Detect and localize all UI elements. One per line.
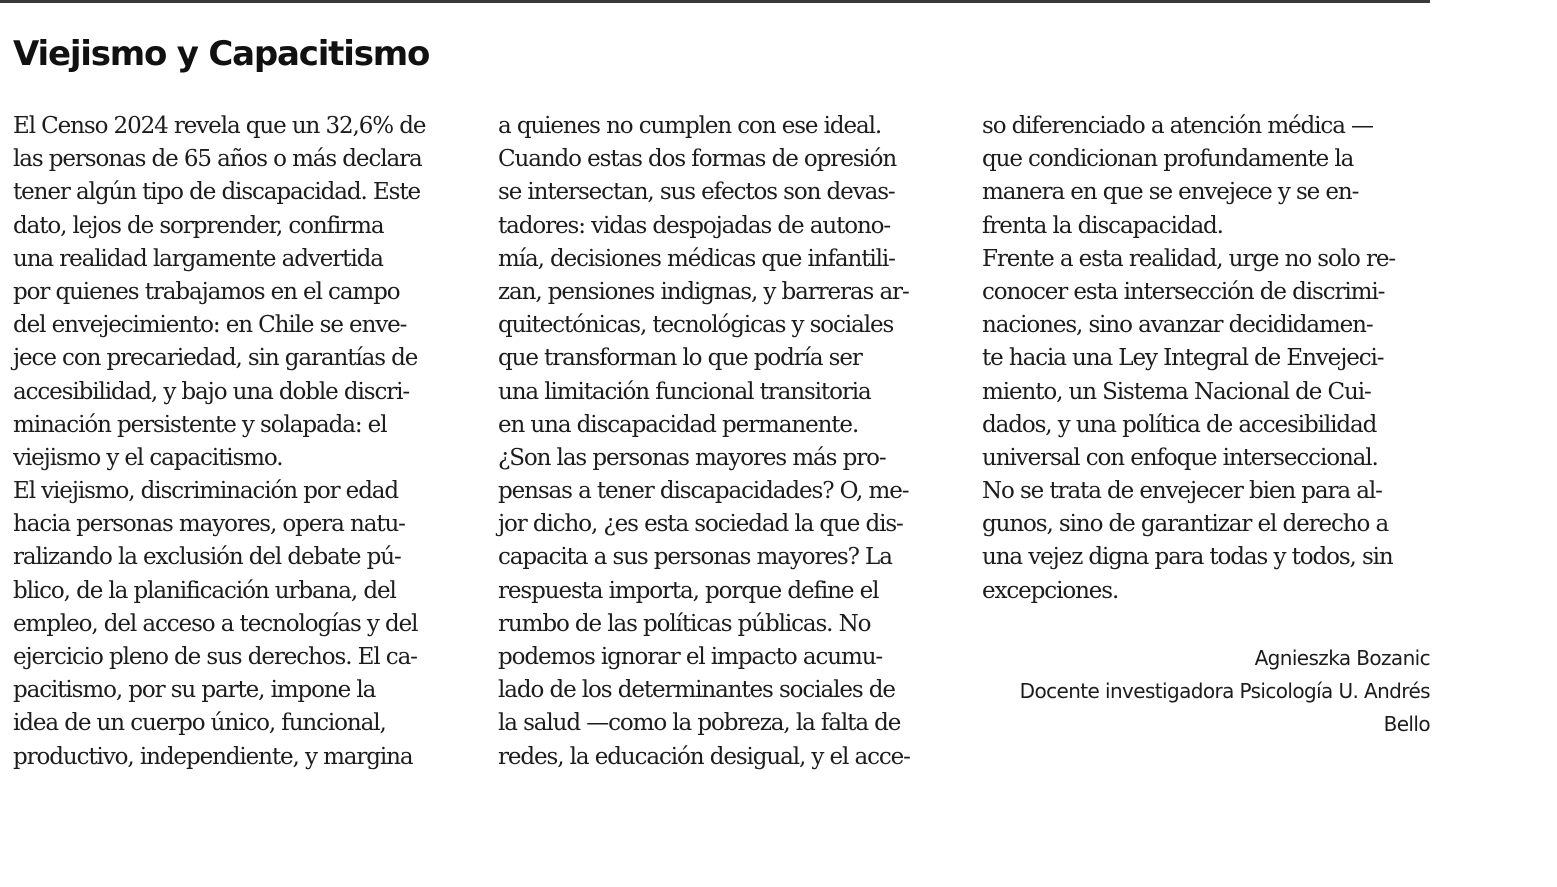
body-text-line: miento, un Sistema Nacional de Cui- — [982, 378, 1371, 405]
body-text-line: empleo, del acceso a tecnologías y del — [13, 610, 418, 637]
body-text-line: rumbo de las políticas públicas. No — [498, 610, 871, 637]
body-text-line: capacita a sus personas mayores? La — [498, 544, 892, 571]
body-text-line: so diferenciado a atención médica — — [982, 113, 1373, 139]
author-affiliation-line-1: Docente investigadora Psicología U. Andrés — [1019, 679, 1430, 704]
body-text-line: universal con enfoque interseccional. — [982, 444, 1378, 471]
body-text-line: accesibilidad, y bajo una doble discri- — [13, 378, 410, 405]
body-text-line: gunos, sino de garantizar el derecho a — [982, 511, 1389, 538]
body-text-line: frenta la discapacidad. — [982, 212, 1223, 239]
body-text-line: naciones, sino avanzar decididamen- — [982, 312, 1373, 339]
body-text-line: las personas de 65 años o más declara — [13, 146, 422, 173]
body-text-line: una realidad largamente advertida — [13, 245, 383, 272]
body-text-line: podemos ignorar el impacto acumu- — [498, 644, 883, 670]
body-text-line: quitectónicas, tecnológicas y sociales — [498, 312, 894, 339]
body-text-line: Cuando estas dos formas de opresión — [498, 146, 897, 173]
body-text-line: idea de un cuerpo único, funcional, — [13, 710, 386, 737]
author-signature — [970, 642, 1430, 742]
body-text-line: El Censo 2024 revela que un 32,6% de — [13, 113, 426, 139]
body-text-line: minación persistente y solapada: el — [13, 411, 387, 438]
body-text-line: te hacia una Ley Integral de Envejeci- — [982, 345, 1384, 372]
body-text-line: en una discapacidad permanente. — [498, 411, 859, 438]
body-text-line: lado de los determinantes sociales de — [498, 677, 895, 704]
body-text-line: dados, y una política de accesibilidad — [982, 411, 1377, 438]
body-text-line: excepciones. — [982, 577, 1119, 604]
body-text-line: se intersectan, sus efectos son devas- — [498, 179, 895, 206]
body-text-line: ¿Son las personas mayores más pro- — [498, 444, 886, 471]
body-text-line: conocer esta intersección de discrimi- — [982, 278, 1385, 305]
body-text-line: respuesta importa, porque define el — [498, 577, 879, 604]
body-text-line: del envejecimiento: en Chile se enve- — [13, 312, 407, 339]
body-text-line: jece con precariedad, sin garantías de — [13, 345, 418, 372]
body-text-line: productivo, independiente, y margina — [13, 743, 413, 770]
body-text-line: tadores: vidas despojadas de autono- — [498, 212, 891, 239]
body-text-line: que transforman lo que podría ser — [498, 345, 862, 372]
body-text-line: ralizando la exclusión del debate pú- — [13, 544, 401, 571]
author-name: Agnieszka Bozanic — [1254, 646, 1430, 670]
article-title: Viejismo y Capacitismo — [13, 34, 430, 74]
body-text-line: zan, pensiones indignas, y barreras ar- — [498, 278, 909, 305]
body-text-line: mía, decisiones médicas que infantili- — [498, 245, 895, 272]
body-text-line: una limitación funcional transitoria — [498, 378, 871, 405]
body-text-line: tener algún tipo de discapacidad. Este — [13, 179, 421, 206]
body-text-line: redes, la educación desigual, y el acce- — [498, 743, 910, 770]
top-rule — [0, 0, 1430, 3]
body-text-line: El viejismo, discriminación por edad — [13, 478, 399, 505]
body-text-line: la salud —como la pobreza, la falta de — [498, 710, 901, 737]
body-text-line: manera en que se envejece y se en- — [982, 179, 1359, 206]
body-text-line: viejismo y el capacitismo. — [13, 444, 283, 471]
author-affiliation-line-2: Bello — [1383, 712, 1430, 737]
body-text-line: por quienes trabajamos en el campo — [13, 278, 400, 305]
body-text-line: Frente a esta realidad, urge no solo re- — [982, 245, 1396, 272]
body-text-line: que condicionan profundamente la — [982, 146, 1354, 173]
article-column-3 — [982, 110, 1430, 608]
body-text-line: a quienes no cumplen con ese ideal. — [498, 113, 882, 139]
body-text-line: ejercicio pleno de sus derechos. El ca- — [13, 644, 417, 670]
body-text-line: dato, lejos de sorprender, confirma — [13, 212, 384, 239]
body-text-line: No se trata de envejecer bien para al- — [982, 478, 1382, 505]
article-column-1 — [13, 110, 463, 774]
article-column-2 — [498, 110, 946, 774]
body-text-line: hacia personas mayores, opera natu- — [13, 511, 405, 538]
body-text-line: blico, de la planificación urbana, del — [13, 577, 396, 604]
body-text-line: pensas a tener discapacidades? O, me- — [498, 478, 909, 505]
body-text-line: pacitismo, por su parte, impone la — [13, 677, 376, 704]
body-text-line: jor dicho, ¿es esta sociedad la que dis- — [498, 511, 903, 538]
body-text-line: una vejez digna para todas y todos, sin — [982, 544, 1393, 571]
